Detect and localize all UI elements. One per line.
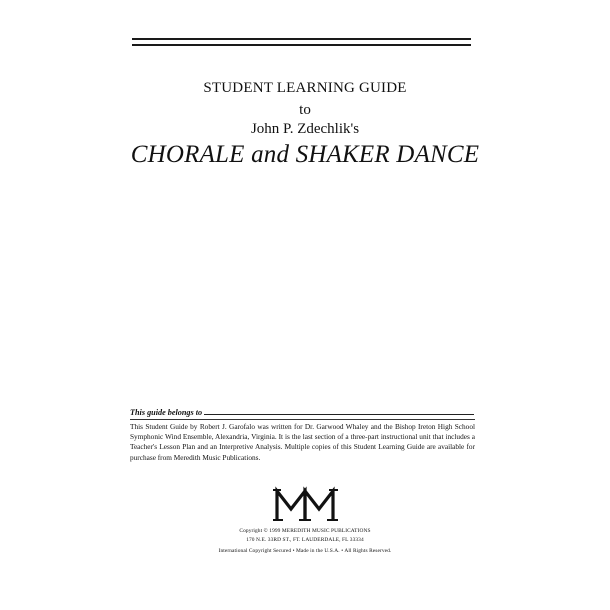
guide-title-to: to <box>299 102 311 118</box>
ownership-label: This guide belongs to <box>130 408 203 417</box>
publisher-address: 170 N.E. 33RD ST., FT. LAUDERDALE, FL 33334 <box>246 537 364 543</box>
section-divider <box>130 419 475 420</box>
copyright-line: Copyright © 1999 MEREDITH MUSIC PUBLICATIONS <box>239 528 371 534</box>
meredith-music-logo <box>271 483 341 525</box>
ownership-line <box>130 407 474 417</box>
top-double-rule-lower <box>132 44 471 46</box>
rights-line: International Copyright Secured • Made in the U.S.A. • All Rights Reserved. <box>218 548 392 554</box>
description-paragraph: This Student Guide by Robert J. Garofalo was written for Dr. Garwood Whaley and the Bishop Ireton High School Symphonic Wind Ensemble, Alexandria, Virginia. It is the last section of a three-part instructional unit that includes a Teacher's Lesson Plan and an Interpretive Analysis. Multiple copies of this Student Learning Guide are available for purchase from Meredith Music Publications. <box>130 422 475 462</box>
ownership-blank-line <box>204 407 474 415</box>
work-title: CHORALE and SHAKER DANCE <box>130 141 480 168</box>
top-double-rule-upper <box>132 38 471 40</box>
guide-title: STUDENT LEARNING GUIDE <box>203 80 407 96</box>
composer-name: John P. Zdechlik's <box>250 121 360 137</box>
